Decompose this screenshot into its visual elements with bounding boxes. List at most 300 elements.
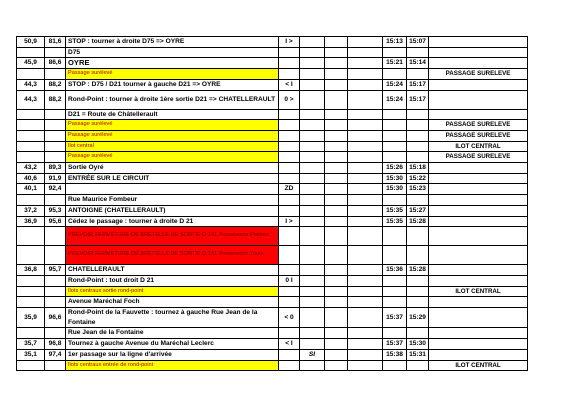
- direction-cell: [279, 69, 300, 80]
- note-a-cell: [300, 339, 325, 350]
- observation-cell: [429, 339, 528, 350]
- time-2-cell: [407, 227, 429, 246]
- time-1-cell: [383, 69, 407, 80]
- table-row: [17, 246, 528, 265]
- observation-cell: [429, 297, 528, 308]
- observation-cell: ILOT CENTRAL: [429, 360, 528, 371]
- direction-cell: [279, 349, 300, 360]
- time-2-cell: [407, 360, 429, 371]
- direction-cell: I >: [279, 37, 300, 48]
- total-km-cell: 95,6: [45, 216, 66, 227]
- total-km-cell: [45, 286, 66, 297]
- km-cell: 35,7: [17, 339, 45, 350]
- blank-cell: [325, 216, 348, 227]
- time-2-cell: [407, 275, 429, 286]
- time-1-cell: [383, 109, 407, 120]
- time-2-cell: 15:18: [407, 163, 429, 174]
- instruction-cell: Ilots centraux entrée de rond-point: [66, 360, 279, 371]
- km-cell: [17, 69, 45, 80]
- time-1-cell: 15:37: [383, 308, 407, 328]
- instruction-cell: 1er passage sur la ligne d'arrivée: [66, 349, 279, 360]
- blank-cell: [348, 328, 383, 339]
- blank-cell: [348, 227, 383, 246]
- direction-cell: [279, 297, 300, 308]
- km-cell: 44,3: [17, 90, 45, 109]
- time-2-cell: 15:17: [407, 79, 429, 90]
- time-2-cell: 15:22: [407, 173, 429, 184]
- direction-cell: [279, 163, 300, 174]
- total-km-cell: [45, 227, 66, 246]
- direction-cell: [279, 58, 300, 69]
- blank-cell: [348, 360, 383, 371]
- blank-cell: [325, 227, 348, 246]
- blank-cell: [348, 69, 383, 80]
- km-cell: [17, 141, 45, 152]
- table-row: [17, 184, 528, 195]
- note-a-cell: [300, 308, 325, 328]
- time-1-cell: 15:26: [383, 163, 407, 174]
- total-km-cell: [45, 69, 66, 80]
- blank-cell: [325, 339, 348, 350]
- blank-cell: [325, 47, 348, 58]
- km-cell: 45,9: [17, 58, 45, 69]
- time-2-cell: [407, 152, 429, 163]
- blank-cell: [325, 37, 348, 48]
- note-a-cell: SI: [300, 349, 325, 360]
- total-km-cell: [45, 328, 66, 339]
- instruction-cell: Rond-Point de la Fauvette : tournez à gauche Rue Jean de la Fontaine: [66, 308, 279, 328]
- km-cell: [17, 195, 45, 206]
- km-cell: [17, 227, 45, 246]
- km-cell: 35,9: [17, 308, 45, 328]
- observation-cell: [429, 173, 528, 184]
- note-a-cell: [300, 184, 325, 195]
- total-km-cell: 95,3: [45, 205, 66, 216]
- table-row: [17, 37, 528, 48]
- time-1-cell: [383, 47, 407, 58]
- instruction-cell: CHATELLERAULT: [66, 265, 279, 276]
- blank-cell: [348, 286, 383, 297]
- total-km-cell: 81,6: [45, 37, 66, 48]
- km-cell: 37,2: [17, 205, 45, 216]
- total-km-cell: 92,4: [45, 184, 66, 195]
- time-1-cell: [383, 328, 407, 339]
- table-row: [17, 195, 528, 206]
- time-2-cell: [407, 297, 429, 308]
- observation-cell: [429, 265, 528, 276]
- km-cell: 44,3: [17, 79, 45, 90]
- time-1-cell: [383, 195, 407, 206]
- total-km-cell: [45, 195, 66, 206]
- blank-cell: [325, 163, 348, 174]
- note-a-cell: [300, 173, 325, 184]
- blank-cell: [348, 308, 383, 328]
- blank-cell: [325, 152, 348, 163]
- instruction-cell: Ilot central: [66, 141, 279, 152]
- note-a-cell: [300, 275, 325, 286]
- time-1-cell: 15:30: [383, 184, 407, 195]
- time-2-cell: 15:28: [407, 216, 429, 227]
- observation-cell: [429, 349, 528, 360]
- time-1-cell: [383, 227, 407, 246]
- km-cell: [17, 328, 45, 339]
- blank-cell: [325, 141, 348, 152]
- km-cell: [17, 297, 45, 308]
- observation-cell: [429, 246, 528, 265]
- instruction-cell: STOP : tourner à droite D75 => OYRE: [66, 37, 279, 48]
- time-1-cell: 15:37: [383, 339, 407, 350]
- note-a-cell: [300, 141, 325, 152]
- blank-cell: [348, 130, 383, 141]
- blank-cell: [348, 120, 383, 131]
- table-row: [17, 120, 528, 131]
- note-a-cell: [300, 227, 325, 246]
- blank-cell: [348, 163, 383, 174]
- note-a-cell: [300, 37, 325, 48]
- observation-cell: [429, 275, 528, 286]
- observation-cell: [429, 37, 528, 48]
- table-row: [17, 339, 528, 350]
- note-a-cell: [300, 328, 325, 339]
- blank-cell: [348, 47, 383, 58]
- blank-cell: [325, 349, 348, 360]
- instruction-cell: Rond-Point : tout droit D 21: [66, 275, 279, 286]
- direction-cell: [279, 130, 300, 141]
- observation-cell: PASSAGE SURELEVE: [429, 152, 528, 163]
- observation-cell: [429, 58, 528, 69]
- instruction-cell: Rue Maurice Fombeur: [66, 195, 279, 206]
- table-row: [17, 265, 528, 276]
- total-km-cell: 89,3: [45, 163, 66, 174]
- observation-cell: [429, 90, 528, 109]
- table-row: [17, 173, 528, 184]
- direction-cell: [279, 195, 300, 206]
- time-1-cell: 15:35: [383, 205, 407, 216]
- total-km-cell: 96,6: [45, 308, 66, 328]
- time-1-cell: [383, 246, 407, 265]
- observation-cell: [429, 79, 528, 90]
- instruction-cell: Cédez le passage : tourner à droite D 21: [66, 216, 279, 227]
- direction-cell: [279, 246, 300, 265]
- direction-cell: [279, 227, 300, 246]
- blank-cell: [348, 195, 383, 206]
- time-2-cell: [407, 130, 429, 141]
- table-row: [17, 163, 528, 174]
- time-1-cell: [383, 360, 407, 371]
- observation-cell: [429, 205, 528, 216]
- observation-cell: [429, 195, 528, 206]
- blank-cell: [348, 173, 383, 184]
- blank-cell: [325, 90, 348, 109]
- time-2-cell: 15:07: [407, 37, 429, 48]
- direction-cell: [279, 109, 300, 120]
- time-2-cell: 15:17: [407, 90, 429, 109]
- total-km-cell: [45, 109, 66, 120]
- observation-cell: [429, 216, 528, 227]
- km-cell: [17, 130, 45, 141]
- time-2-cell: [407, 69, 429, 80]
- blank-cell: [325, 246, 348, 265]
- direction-cell: [279, 173, 300, 184]
- time-1-cell: 15:38: [383, 349, 407, 360]
- note-a-cell: [300, 216, 325, 227]
- table-row: [17, 141, 528, 152]
- observation-cell: PASSAGE SURELEVE: [429, 69, 528, 80]
- direction-cell: < I: [279, 79, 300, 90]
- time-1-cell: [383, 130, 407, 141]
- table-row: [17, 152, 528, 163]
- blank-cell: [348, 141, 383, 152]
- time-1-cell: [383, 275, 407, 286]
- direction-cell: [279, 47, 300, 58]
- direction-cell: [279, 152, 300, 163]
- time-2-cell: 15:27: [407, 205, 429, 216]
- km-cell: 36,9: [17, 216, 45, 227]
- direction-cell: [279, 205, 300, 216]
- table-row: [17, 69, 528, 80]
- note-a-cell: [300, 246, 325, 265]
- time-2-cell: [407, 120, 429, 131]
- total-km-cell: 95,7: [45, 265, 66, 276]
- km-cell: [17, 152, 45, 163]
- blank-cell: [348, 275, 383, 286]
- instruction-cell: Avenue Maréchal Foch: [66, 297, 279, 308]
- blank-cell: [325, 205, 348, 216]
- time-1-cell: [383, 286, 407, 297]
- blank-cell: [325, 120, 348, 131]
- blank-cell: [325, 275, 348, 286]
- table-row: [17, 360, 528, 371]
- table-row: [17, 308, 528, 328]
- note-a-cell: [300, 109, 325, 120]
- total-km-cell: [45, 246, 66, 265]
- time-1-cell: [383, 152, 407, 163]
- note-a-cell: [300, 120, 325, 131]
- direction-cell: [279, 286, 300, 297]
- total-km-cell: [45, 297, 66, 308]
- km-cell: [17, 275, 45, 286]
- instruction-cell: Rue Jean de la Fontaine: [66, 328, 279, 339]
- table-row: [17, 349, 528, 360]
- direction-cell: 0 >: [279, 90, 300, 109]
- blank-cell: [348, 37, 383, 48]
- roadbook-body: [17, 37, 528, 371]
- note-a-cell: [300, 152, 325, 163]
- blank-cell: [325, 286, 348, 297]
- direction-cell: [279, 360, 300, 371]
- blank-cell: [325, 195, 348, 206]
- observation-cell: PASSAGE SURELEVE: [429, 120, 528, 131]
- time-2-cell: [407, 141, 429, 152]
- instruction-cell: Passage surélevé: [66, 69, 279, 80]
- instruction-cell: ENTRÉE SUR LE CIRCUIT: [66, 173, 279, 184]
- blank-cell: [348, 265, 383, 276]
- instruction-cell: OYRE: [66, 58, 279, 69]
- observation-cell: ILOT CENTRAL: [429, 286, 528, 297]
- time-2-cell: [407, 195, 429, 206]
- time-1-cell: 15:13: [383, 37, 407, 48]
- blank-cell: [325, 265, 348, 276]
- total-km-cell: [45, 275, 66, 286]
- time-1-cell: 15:21: [383, 58, 407, 69]
- blank-cell: [325, 58, 348, 69]
- blank-cell: [325, 109, 348, 120]
- table-row: [17, 109, 528, 120]
- note-a-cell: [300, 360, 325, 371]
- blank-cell: [325, 308, 348, 328]
- direction-cell: [279, 120, 300, 131]
- total-km-cell: 86,6: [45, 58, 66, 69]
- instruction-cell: PREVOIR FERMETURE DE BRETELLE DE SORTIE D 161 Provenance Poitiers: [66, 227, 279, 246]
- note-a-cell: [300, 90, 325, 109]
- instruction-cell: Passage surélevé: [66, 152, 279, 163]
- km-cell: [17, 109, 45, 120]
- instruction-cell: D21 = Route de Châtellerault: [66, 109, 279, 120]
- instruction-cell: PREVOIR FERMETURE DE BRETELLE DE SORTIE D 161 Provenance Tours: [66, 246, 279, 265]
- km-cell: [17, 47, 45, 58]
- time-2-cell: 15:28: [407, 265, 429, 276]
- time-1-cell: [383, 297, 407, 308]
- instruction-cell: Passage surélevé: [66, 130, 279, 141]
- time-1-cell: 15:24: [383, 79, 407, 90]
- total-km-cell: 97,4: [45, 349, 66, 360]
- blank-cell: [348, 79, 383, 90]
- table-row: [17, 275, 528, 286]
- total-km-cell: 88,2: [45, 79, 66, 90]
- instruction-cell: ANTOIGNE (CHATELLERAULT): [66, 205, 279, 216]
- time-1-cell: 15:35: [383, 216, 407, 227]
- note-a-cell: [300, 69, 325, 80]
- direction-cell: < I: [279, 339, 300, 350]
- time-2-cell: [407, 328, 429, 339]
- direction-cell: < 0: [279, 308, 300, 328]
- note-a-cell: [300, 163, 325, 174]
- table-row: [17, 205, 528, 216]
- km-cell: 40,6: [17, 173, 45, 184]
- note-a-cell: [300, 47, 325, 58]
- time-2-cell: [407, 47, 429, 58]
- total-km-cell: 91,9: [45, 173, 66, 184]
- direction-cell: I >: [279, 216, 300, 227]
- instruction-cell: Rond-Point : tourner à droite 1ère sortie D21 => CHATELLERAULT: [66, 90, 279, 109]
- time-1-cell: 15:30: [383, 173, 407, 184]
- blank-cell: [348, 90, 383, 109]
- time-2-cell: [407, 286, 429, 297]
- total-km-cell: 96,8: [45, 339, 66, 350]
- time-2-cell: [407, 246, 429, 265]
- instruction-cell: Tournez à gauche Avenue du Maréchal Leclerc: [66, 339, 279, 350]
- observation-cell: [429, 47, 528, 58]
- blank-cell: [325, 297, 348, 308]
- km-cell: 50,9: [17, 37, 45, 48]
- table-row: [17, 227, 528, 246]
- time-2-cell: [407, 109, 429, 120]
- km-cell: 35,1: [17, 349, 45, 360]
- instruction-cell: [66, 184, 279, 195]
- note-a-cell: [300, 130, 325, 141]
- table-row: [17, 90, 528, 109]
- blank-cell: [325, 360, 348, 371]
- direction-cell: [279, 328, 300, 339]
- direction-cell: ZD: [279, 184, 300, 195]
- observation-cell: [429, 308, 528, 328]
- km-cell: 36,8: [17, 265, 45, 276]
- direction-cell: [279, 265, 300, 276]
- total-km-cell: 88,2: [45, 90, 66, 109]
- blank-cell: [348, 216, 383, 227]
- total-km-cell: [45, 141, 66, 152]
- total-km-cell: [45, 47, 66, 58]
- direction-cell: [279, 141, 300, 152]
- total-km-cell: [45, 130, 66, 141]
- km-cell: [17, 246, 45, 265]
- instruction-cell: Sortie Oyré: [66, 163, 279, 174]
- total-km-cell: [45, 120, 66, 131]
- blank-cell: [325, 173, 348, 184]
- km-cell: 40,1: [17, 184, 45, 195]
- km-cell: 43,2: [17, 163, 45, 174]
- instruction-cell: Ilots centraux sortie rond-point: [66, 286, 279, 297]
- time-2-cell: 15:31: [407, 349, 429, 360]
- note-a-cell: [300, 286, 325, 297]
- total-km-cell: [45, 360, 66, 371]
- observation-cell: [429, 109, 528, 120]
- time-2-cell: 15:14: [407, 58, 429, 69]
- blank-cell: [325, 79, 348, 90]
- note-a-cell: [300, 79, 325, 90]
- table-row: [17, 216, 528, 227]
- roadbook-table: [16, 36, 528, 371]
- note-a-cell: [300, 205, 325, 216]
- observation-cell: ILOT CENTRAL: [429, 141, 528, 152]
- time-1-cell: [383, 141, 407, 152]
- observation-cell: [429, 227, 528, 246]
- blank-cell: [348, 339, 383, 350]
- observation-cell: [429, 328, 528, 339]
- table-row: [17, 47, 528, 58]
- table-row: [17, 328, 528, 339]
- blank-cell: [325, 130, 348, 141]
- km-cell: [17, 120, 45, 131]
- time-1-cell: 15:24: [383, 90, 407, 109]
- table-row: [17, 58, 528, 69]
- blank-cell: [348, 109, 383, 120]
- time-2-cell: 15:29: [407, 308, 429, 328]
- observation-cell: [429, 163, 528, 174]
- time-1-cell: [383, 120, 407, 131]
- table-row: [17, 286, 528, 297]
- time-1-cell: 15:36: [383, 265, 407, 276]
- km-cell: [17, 286, 45, 297]
- blank-cell: [348, 184, 383, 195]
- note-a-cell: [300, 195, 325, 206]
- time-2-cell: 15:30: [407, 339, 429, 350]
- instruction-cell: Passage surélevé: [66, 120, 279, 131]
- blank-cell: [348, 152, 383, 163]
- table-row: [17, 297, 528, 308]
- table-row: [17, 79, 528, 90]
- blank-cell: [325, 184, 348, 195]
- blank-cell: [325, 328, 348, 339]
- blank-cell: [348, 58, 383, 69]
- observation-cell: [429, 184, 528, 195]
- time-2-cell: 15:23: [407, 184, 429, 195]
- note-a-cell: [300, 58, 325, 69]
- km-cell: [17, 360, 45, 371]
- instruction-cell: D75: [66, 47, 279, 58]
- instruction-cell: STOP : D75 / D21 tourner à gauche D21 => OYRE: [66, 79, 279, 90]
- direction-cell: 0 I: [279, 275, 300, 286]
